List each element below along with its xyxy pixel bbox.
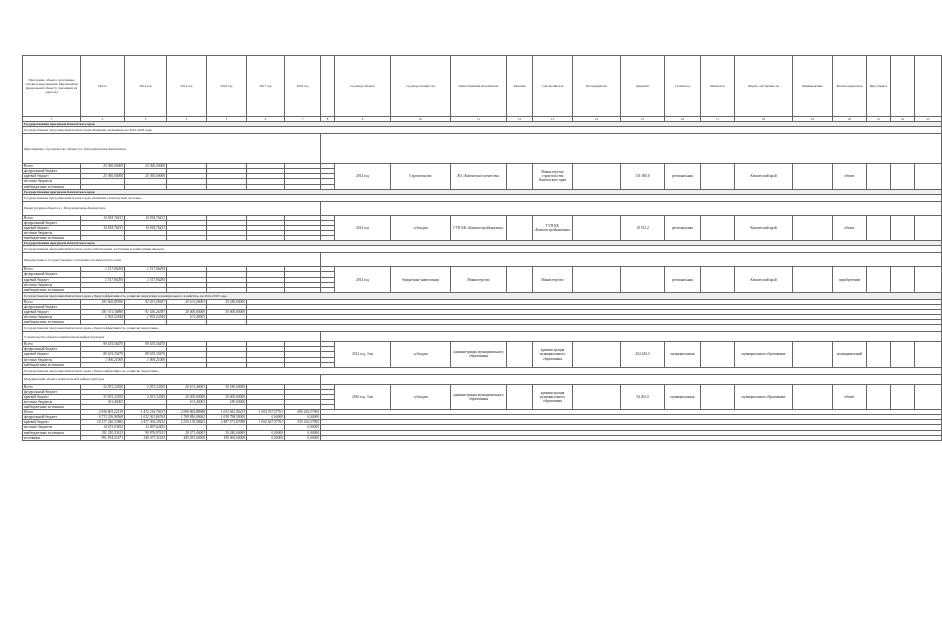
col-number: 18 xyxy=(735,117,793,122)
empty-cell xyxy=(573,267,621,292)
col-number: 17 xyxy=(701,117,735,122)
row-label: федеральный бюджет xyxy=(23,415,81,420)
col-number: 2 xyxy=(81,117,125,122)
program-title: Государственная программа Камчатского края «Развитие транспортной системы» xyxy=(23,194,942,201)
subprogram-title: Модернизация объекта коммунальной инфраструктуры xyxy=(23,374,321,384)
year-2014-value: 12 497,62452 xyxy=(125,425,167,430)
section-title: Государственная программа Камчатского края xyxy=(23,122,942,127)
row-label: краевой бюджет xyxy=(23,174,81,179)
row-label: федеральный бюджет xyxy=(23,169,81,174)
name-cell: Камчатский край xyxy=(735,267,793,292)
header-cell: 2018 год xyxy=(285,56,321,117)
row-label: краевой бюджет xyxy=(23,277,81,282)
finance-row xyxy=(23,164,942,169)
year-cell: 2014 год xyxy=(335,267,391,292)
empty-cell xyxy=(321,374,942,384)
document-page xyxy=(22,55,930,575)
total-value: 10 818,76413 xyxy=(81,225,125,230)
row-label: Всего xyxy=(23,215,81,220)
description-cell: бюджетные инвестиции xyxy=(391,267,451,292)
total-value: 25 360,00000 xyxy=(81,164,125,169)
empty-cell xyxy=(701,342,735,367)
year-2014-value: 25 360,00000 xyxy=(125,174,167,179)
section-title: Государственная программа Камчатского края xyxy=(23,241,942,246)
cost-cell: 54 263,0 xyxy=(621,384,665,409)
empty-cell xyxy=(867,384,891,409)
empty-cell xyxy=(891,267,915,292)
header-row xyxy=(23,56,942,117)
investment-table xyxy=(22,55,942,441)
col-number: 6 xyxy=(247,117,285,122)
total-value: 1 925,52544 xyxy=(81,315,125,320)
empty-cell xyxy=(573,384,621,409)
row-label: краевой бюджет xyxy=(23,225,81,230)
col-number: 16 xyxy=(665,117,701,122)
year-2014-value: 25 360,00000 xyxy=(125,164,167,169)
program-title: Государственная программа Камчатского края «Энергоэффективность, развитие энергетики и коммунального хозяйства» на 2014-2018 годы xyxy=(23,292,942,299)
col-number: 1 xyxy=(23,117,81,122)
total-value: 6 713 236,94568 xyxy=(81,415,125,420)
year-2016-value: 30 000,00000 xyxy=(207,394,247,399)
total-value: 89 635,35470 xyxy=(81,352,125,357)
row-label: федеральный бюджет xyxy=(23,220,81,225)
empty-cell xyxy=(867,267,891,292)
developer-cell: ГУП КК «Камчатстройзаказчик» xyxy=(533,215,573,240)
year-2017-value: 0,00000 xyxy=(247,430,285,435)
year-2014-value: 1 517,96294 xyxy=(125,277,167,282)
header-cell: Мощность xyxy=(701,56,735,117)
header-cell: 2017 год xyxy=(247,56,285,117)
kind-cell: муниципальный xyxy=(833,342,867,367)
name-cell: Камчатский край xyxy=(735,164,793,189)
row-label: внебюджетные источники xyxy=(23,184,81,189)
year-2017-value: 0,00000 xyxy=(247,435,285,440)
total-value: 14 673,03452 xyxy=(81,425,125,430)
row-label: Всего xyxy=(23,299,81,304)
year-2015-value: 101,40003 xyxy=(167,315,207,320)
total-value: 191 250,53613 xyxy=(81,430,125,435)
year-cell: 2014 год, 3 кв xyxy=(335,342,391,367)
empty-cell xyxy=(701,384,735,409)
empty-cell xyxy=(793,342,833,367)
empty-cell xyxy=(321,134,942,164)
finance-row xyxy=(23,342,942,347)
row-label: Всего xyxy=(23,164,81,169)
description-cell: субсидия xyxy=(391,384,451,409)
total-value: 181 331,36890 xyxy=(81,309,125,314)
finance-row xyxy=(23,267,942,272)
row-label: краевой бюджет xyxy=(23,394,81,399)
row-label: внебюджетные источники xyxy=(23,320,81,325)
col-number: 22 xyxy=(891,117,915,122)
program-title: Государственная программа Камчатского края «Развитие экономики» на 2014-2018 годы xyxy=(23,127,942,134)
year-2018-value: 535 416,57900 xyxy=(285,420,321,425)
empty-cell xyxy=(701,164,735,189)
agent-cell: Министерство xyxy=(451,267,507,292)
cost-cell: 434 420,3 xyxy=(621,342,665,367)
row-label: федеральный бюджет xyxy=(23,304,81,309)
year-2015-value: 2 080 965,88948 xyxy=(167,410,207,415)
year-2015-value: 29 571,40003 xyxy=(167,430,207,435)
empty-cell xyxy=(915,342,942,367)
empty-cell xyxy=(867,164,891,189)
row-label: источники xyxy=(23,435,81,440)
year-cell: 2014 год xyxy=(335,164,391,189)
empty-cell xyxy=(321,332,942,342)
subprogram-row xyxy=(23,332,942,342)
row-label: местные бюджеты xyxy=(23,400,81,405)
empty-cell xyxy=(321,201,942,215)
row-label: краевой бюджет xyxy=(23,309,81,314)
subprogram-title: Мероприятие: строительство объекта в г. Петропавловске-Камчатском xyxy=(23,134,321,164)
year-2016-value: 190 000,00000 xyxy=(207,435,247,440)
cost-cell: 19 912,2 xyxy=(621,215,665,240)
year-cell: 2016 год, 3 кв xyxy=(335,384,391,409)
empty-cell xyxy=(507,384,533,409)
program-title: Государственная программа Камчатского края «Энергоэффективность, развитие энергетики» xyxy=(23,367,942,374)
empty-cell xyxy=(507,267,533,292)
header-cell: Документ xyxy=(621,56,665,117)
col-number: 4 xyxy=(167,117,207,122)
total-value: 32 591,32920 xyxy=(81,384,125,389)
header-cell: Вид объекта xyxy=(867,56,891,117)
kind-cell: объект xyxy=(833,384,867,409)
header-cell: Наименование xyxy=(793,56,833,117)
developer-cell: Министерство строительства Камчатского края xyxy=(533,164,573,189)
total-value: 1 000,21000 xyxy=(81,357,125,362)
col-number: 13 xyxy=(533,117,573,122)
row-label: местные бюджеты xyxy=(23,179,81,184)
year-2014-value: 1 925,52544 xyxy=(125,315,167,320)
empty-cell xyxy=(507,215,533,240)
header-cell: Распорядитель xyxy=(573,56,621,117)
total-value: 90 635,56470 xyxy=(81,342,125,347)
cost-cell xyxy=(621,267,665,292)
developer-cell: Министерство xyxy=(533,267,573,292)
empty-cell xyxy=(915,164,942,189)
header-cell: Стоимость xyxy=(665,56,701,117)
row-label: внебюджетные источники xyxy=(23,236,81,241)
year-2016-value: 1 633 652,40233 xyxy=(207,410,247,415)
year-2015-value: 101,40003 xyxy=(167,400,207,405)
col-number: 14 xyxy=(573,117,621,122)
empty-cell xyxy=(573,164,621,189)
year-2018-value: 0,00000 xyxy=(285,415,321,420)
total-value: 10 818,76413 xyxy=(81,215,125,220)
header-cell: Итого xyxy=(81,56,125,117)
empty-cell xyxy=(321,253,942,267)
empty-cell xyxy=(701,215,735,240)
year-2018-value: 0,00000 xyxy=(285,430,321,435)
developer-cell: администрация муниципального образования xyxy=(533,342,573,367)
total-value: 14 137 246,33882 xyxy=(81,420,125,425)
col-number: 23 xyxy=(915,117,942,122)
description-cell: субсидия xyxy=(391,342,451,367)
total-value: 2 056 803,22130 xyxy=(81,410,125,415)
row-label: Всего xyxy=(23,267,81,272)
header-cell: год ввода объекта xyxy=(335,56,391,117)
section-title: Государственная программа Камчатского края xyxy=(23,189,942,194)
kind-cell: объект xyxy=(833,215,867,240)
program-row xyxy=(23,367,942,374)
row-label: внебюджетные источники xyxy=(23,405,81,410)
year-2018-value: 695 416,57900 xyxy=(285,410,321,415)
header-cell: Форма собственности xyxy=(735,56,793,117)
header-cell: Ответственный исполнитель xyxy=(451,56,507,117)
year-2015-value: 2 236 176,58663 xyxy=(167,420,207,425)
year-2014-value: 1 472 216,70613 xyxy=(125,410,167,415)
header-cell xyxy=(915,56,942,117)
cost-cell: 131 000,0 xyxy=(621,164,665,189)
row-label: внебюджетные источники xyxy=(23,430,81,435)
empty-cell xyxy=(891,164,915,189)
header-cell: Заказчик xyxy=(507,56,533,117)
owner-cell: муниципальная xyxy=(665,342,701,367)
subprogram-title: Реконструкция объекта в г. Петропавловске-Камчатском xyxy=(23,201,321,215)
agent-cell: АО «Камчатское агентство» xyxy=(451,164,507,189)
year-2016-value: 1 038 798,59000 xyxy=(207,415,247,420)
row-label: местные бюджеты xyxy=(23,425,81,430)
empty-cell xyxy=(793,164,833,189)
year-cell: 2014 год xyxy=(335,215,391,240)
owner-cell: региональная xyxy=(665,215,701,240)
name-cell: Камчатский край xyxy=(735,215,793,240)
row-label: местные бюджеты xyxy=(23,315,81,320)
year-2014-value: 1 000,21000 xyxy=(125,357,167,362)
total-row xyxy=(23,435,942,440)
col-number: 11 xyxy=(451,117,507,122)
col-number: 9 xyxy=(335,117,391,122)
empty-cell xyxy=(701,267,735,292)
year-2018-value: 0,00000 xyxy=(285,435,321,440)
empty-cell xyxy=(915,384,942,409)
year-2014-value: 92 431,58187 xyxy=(125,299,167,304)
year-2016-value: 30 180,00000 xyxy=(207,384,247,389)
year-2016-value: 30 000,00000 xyxy=(207,309,247,314)
program-title: Государственная программа Камчатского края «Энергоэффективность, развитие энергетики» xyxy=(23,325,942,332)
col-number: 19 xyxy=(793,117,833,122)
empty-cell xyxy=(891,342,915,367)
header-cell: Соисполнитель xyxy=(533,56,573,117)
owner-cell: муниципальная xyxy=(665,384,701,409)
program-row xyxy=(23,127,942,134)
year-2014-value: 91 636,26387 xyxy=(125,309,167,314)
row-label: местные бюджеты xyxy=(23,282,81,287)
total-value: 991 934,51471 xyxy=(81,435,125,440)
name-cell: муниципальное образование xyxy=(735,384,793,409)
empty-cell xyxy=(915,215,942,240)
empty-cell xyxy=(507,164,533,189)
empty-cell xyxy=(867,215,891,240)
year-2018-value: 0,00000 xyxy=(285,425,321,430)
year-2016-value: 2 487 571,87098 xyxy=(207,420,247,425)
year-2015-value: 20 101,40003 xyxy=(167,384,207,389)
developer-cell: администрация муниципального образования xyxy=(533,384,573,409)
col-number: 10 xyxy=(391,117,451,122)
header-cell xyxy=(891,56,915,117)
col-number: 20 xyxy=(833,117,867,122)
program-row xyxy=(23,292,942,299)
empty-cell xyxy=(507,342,533,367)
empty-cell xyxy=(573,215,621,240)
year-2014-value: 90 635,56470 xyxy=(125,342,167,347)
empty-cell xyxy=(573,342,621,367)
year-2014-value: 2 471 306,29412 xyxy=(125,420,167,425)
row-label: федеральный бюджет xyxy=(23,347,81,352)
header-cell xyxy=(321,56,335,117)
year-2014-value: 99 876,97613 xyxy=(125,430,167,435)
subprogram-title: Приобретение в государственную собственность Камчатского края xyxy=(23,253,321,267)
total-value: 1 517,96294 xyxy=(81,277,125,282)
description-cell: субсидия xyxy=(391,215,451,240)
empty-cell xyxy=(891,384,915,409)
row-label: краевой бюджет xyxy=(23,352,81,357)
kind-cell: объект xyxy=(833,164,867,189)
year-2015-value: 445 433,60000 xyxy=(167,435,207,440)
year-2014-value: 89 635,35470 xyxy=(125,352,167,357)
col-number: 15 xyxy=(621,117,665,122)
finance-row xyxy=(23,384,942,389)
row-label: Всего xyxy=(23,342,81,347)
year-2014-value: 2 591,32920 xyxy=(125,384,167,389)
row-label: местные бюджеты xyxy=(23,357,81,362)
empty-cell xyxy=(867,342,891,367)
year-2016-value: 30 240,00000 xyxy=(207,430,247,435)
program-row xyxy=(23,325,942,332)
total-value: 25 360,00000 xyxy=(81,174,125,179)
program-title: Государственная программа Камчатского края «Обеспечение доступным и комфортным жильем» xyxy=(23,246,942,253)
header-cell: 2016 год xyxy=(207,56,247,117)
agent-cell: ГУП КК «Камчатстройзаказчик» xyxy=(451,215,507,240)
owner-cell: региональная xyxy=(665,164,701,189)
col-number: 21 xyxy=(867,117,891,122)
col-number: 5 xyxy=(207,117,247,122)
empty-cell xyxy=(793,384,833,409)
year-2016-value: 30 180,00000 xyxy=(207,299,247,304)
program-row xyxy=(23,246,942,253)
total-value: 301,40003 xyxy=(81,400,125,405)
header-cell: 2014 год xyxy=(125,56,167,117)
empty-cell xyxy=(793,267,833,292)
description-cell: Строительство xyxy=(391,164,451,189)
row-label: федеральный бюджет xyxy=(23,389,81,394)
agent-cell: администрация муниципального образования xyxy=(451,384,507,409)
row-label: краевой бюджет xyxy=(23,420,81,425)
subprogram-row xyxy=(23,374,942,384)
kind-cell: приобретение xyxy=(833,267,867,292)
row-label: внебюджетные источники xyxy=(23,362,81,367)
total-value: 31 591,32920 xyxy=(81,394,125,399)
subprogram-row xyxy=(23,253,942,267)
program-row xyxy=(23,194,942,201)
year-2015-value: 1 769 856,09062 xyxy=(167,415,207,420)
year-2017-value: 1 004 767,57761 xyxy=(247,410,285,415)
finance-row xyxy=(23,215,942,220)
empty-cell xyxy=(891,215,915,240)
subprogram-row xyxy=(23,134,942,164)
empty-cell xyxy=(793,215,833,240)
header-cell: год ввода мощности xyxy=(391,56,451,117)
header-cell: Программа, объекта, программы основное мероприятие, Мероприятие федеральной объект (с указанием их адресов) xyxy=(23,56,81,117)
year-2015-value: 20 000,00000 xyxy=(167,394,207,399)
total-value: 1 517,96294 xyxy=(81,267,125,272)
header-cell: Балансодержатель xyxy=(833,56,867,117)
year-2014-value: 1 032 361,86764 xyxy=(125,415,167,420)
year-2014-value: 346 077,31635 xyxy=(125,435,167,440)
year-2014-value: 2 591,32920 xyxy=(125,394,167,399)
owner-cell: региональная xyxy=(665,267,701,292)
col-number: 12 xyxy=(507,117,533,122)
year-2014-value: 10 818,76413 xyxy=(125,215,167,220)
total-value: 181 826,89390 xyxy=(81,299,125,304)
col-number: 7 xyxy=(285,117,321,122)
name-cell: муниципальное образование xyxy=(735,342,793,367)
col-number: 3 xyxy=(125,117,167,122)
subprogram-title: Строительство объекта коммунальной инфраструктуры xyxy=(23,332,321,342)
year-2017-value: 1 004 567,57761 xyxy=(247,420,285,425)
year-2016-value: 180,00000 xyxy=(207,400,247,405)
row-label: внебюджетные источники xyxy=(23,287,81,292)
row-label: местные бюджеты xyxy=(23,231,81,236)
empty-cell xyxy=(915,267,942,292)
agent-cell: администрация муниципального образования xyxy=(451,342,507,367)
header-cell: 2015 год xyxy=(167,56,207,117)
col-number: 8 xyxy=(321,117,335,122)
row-label: федеральный бюджет xyxy=(23,272,81,277)
year-2014-value: 1 517,96294 xyxy=(125,267,167,272)
subprogram-row xyxy=(23,201,942,215)
year-2015-value: 20 000,00000 xyxy=(167,309,207,314)
year-2015-value: 20 101,40003 xyxy=(167,299,207,304)
row-label: Всего xyxy=(23,384,81,389)
year-2017-value: 0,00000 xyxy=(247,415,285,420)
year-2014-value: 10 818,76413 xyxy=(125,225,167,230)
row-label: Итого xyxy=(23,410,81,415)
empty-cell xyxy=(321,435,942,440)
